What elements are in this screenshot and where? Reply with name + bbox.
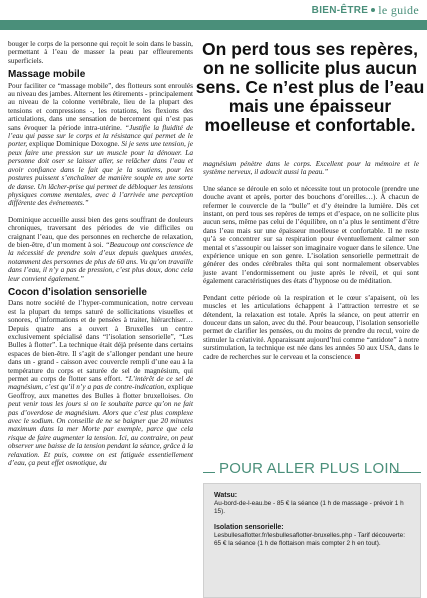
left-column	[8, 40, 193, 471]
text: Dominique accueille aussi bien des gens souffrant de douleurs chroniques, traversant des périodes de vie difficiles ou craignant l’eau, que des personnes en recherche de relaxation, de bien-être, d’un moment à soi.	[8, 214, 193, 249]
guide-label: le guide	[378, 2, 419, 17]
info-box-header	[203, 455, 421, 483]
info-text: Au-bord-de-l-eau.be - 85 € la séance (1 h de massage - prévoir 1 h 15).	[214, 500, 404, 515]
info-block-watsu	[214, 492, 410, 516]
paragraph	[8, 299, 193, 467]
subheading-massage-mobile: Massage mobile	[8, 69, 86, 81]
info-box	[203, 455, 421, 598]
bullet-dot-icon	[371, 8, 375, 12]
pull-quote: On perd tous ses repères, on ne sollicite plus aucun sens. Ce n’est plus de l’eau mais une épaisseur moelleuse et confortable.	[195, 39, 425, 135]
info-label: Watsu:	[214, 492, 238, 499]
text: Pendant cette période où la respiration et le cœur s’apaisent, où les muscles et les articulations échappent à l’attraction terrestre et se détendent, la relaxation est totale. Après la séance, on peut atterrir en douceur dans un salon, avec du thé. Pour beaucoup, l’isolation sensorielle permet de clarifier les pensées, ou du moins de prendre du recul, voire de stimuler la créativité. Apparaissant aujourd’hui comme “antidote” à notre surstimulation, la technique est née dans les années 50 aux USA, dans le cadre de recherches sur le cerveau et la conscience.	[203, 292, 419, 361]
paragraph	[8, 82, 193, 208]
paragraph: Une séance se déroule en solo et nécessite tout un protocole (prendre une douche avant et après, porter des bouchons d’oreilles…). À chacun de refermer le couvercle de la “bulle” et d’y éteindre la lumière. Dès cet instant, on perd tous ses repères de temps et d’espace, on ne sollicite plus aucun sens, même pas celui de l’équilibre, on n’a plus le sentiment d’être dans l’eau mais sur une épaisseur moelleuse et confortable. Il ne reste qu’à se concentrer sur sa respiration pour éventuellement calmer son mental et s’assoupir ou laisser son imaginaire voguer dans le silence. Une expérience unique en son genre. L’isolation sensorielle permettrait de générer des ondes cérébrales thêta qui sont normalement observables juste avant l’endormissement ou juste après le réveil, et qui sont également caractéristiques des états d’hypnose ou de méditation.	[203, 183, 419, 286]
header-rule	[0, 20, 427, 30]
info-text: Lesbullesaflotter.fr/lesbullesaflotter-bruxelles.php - Tarif découverte: 65 € la séance (1 h de flottaison mais compter 2 h en tout).	[214, 532, 405, 547]
quote: “L’intérêt de ce sel de magnésium, c’est qu’il n’y a pas de contre-indication,	[8, 374, 193, 392]
subheading-cocon: Cocon d’isolation sensorielle	[8, 286, 147, 298]
paragraph	[203, 160, 419, 177]
info-label: Isolation sensorielle:	[214, 524, 284, 531]
text: explique Dominique Doxogne.	[27, 139, 122, 149]
text: explique Geoffroy, aux manettes des Bulles à flotter bruxelloises.	[8, 382, 194, 400]
paragraph	[203, 294, 419, 361]
section-header	[312, 2, 419, 18]
right-column	[203, 160, 419, 364]
paragraph	[8, 216, 193, 283]
quote: Si je sens une tension, je peux faire une pression sur un muscle pour la dénouer. La personne doit oser se laisser aller, se relâcher dans l’eau et avoir confiance dans le fait que je la soutiens, pour les postures puissent s’enchaîner de manière souple en une sorte de danse. Un lâcher-prise qui permet de débloquer les tensions physiques comme mentales, avec à l’arrivée une perception différente des événements.”	[8, 139, 193, 208]
quote: magnésium pénètre dans le corps. Excellent pour la mémoire et le système nerveux, il adoucit aussi la peau.”	[203, 159, 419, 177]
end-mark-icon	[355, 354, 360, 359]
info-box-title: POUR ALLER PLUS LOIN	[219, 460, 400, 477]
text: Pour faciliter ce “massage mobile”, des flotteurs sont enroulés au niveau des jambes. Alternent les étirements - principalement au niveau de la colonne vertébrale, lieu de la plupart des tensions et compressions -, les rotations, les flexions des articulations, dans une sensation de bercement qui n’est pas sans évoquer la période intra-utérine.	[8, 80, 193, 132]
text: Dans notre société de l’hyper-communication, notre cerveau est la plupart du temps saturé de sollicitations visuelles et sonores, d’informations et de pensées à traiter, hiérarchiser… Depuis quatre ans a ouvert à Bruxelles un centre exclusivement spécialisé dans “l’isolation sensorielle”, “Les Bulles à flotter”. La technique était déjà présente dans certains espaces de bien-être. Il s’agit de s’allonger pendant une heure dans un - grand - caisson avec couvercle rempli d’une eau à la température du corps et saturée de sel de magnésium, qui permet au corps de flotter sans effort.	[8, 298, 193, 384]
section-label: BIEN-ÊTRE	[311, 4, 369, 16]
quote: On peut venir tous les jours si on le souhaite parce qu’on ne fait pas d’overdose de magnésium. Alors que c’est plus complexe avec le sodium. On conseille de ne se baigner que 20 minutes maximum dans la mer Morte par exemple, parce que cela risque de faire augmenter la tension. Ici, au contraire, on peut observer une baisse de la tension pendant la séance, grâce à la relaxation. Et puis, comme on est fatiguée essentiellement d’eau, ça peut effet osmotique, du	[8, 390, 193, 468]
paragraph: bouger le corps de la personne qui reçoit le soin dans le bassin, permettant à l’eau de masser la peau par effleurements superficiels.	[8, 39, 193, 65]
info-box-body	[203, 483, 421, 598]
quote: “Justifie la fluidité de l’eau qui passe sur le corps et la résistance qui permet de le porter,	[8, 122, 193, 149]
quote: “Beaucoup ont conscience de la nécessité de prendre soin d’eux depuis quelques années, notamment des personnes de plus de 60 ans. Vu qu’on travaille dans l’eau, il n’y a pas de pression, c’est plus doux, donc cela leur convient également.”	[8, 239, 193, 283]
divider	[203, 472, 215, 473]
info-block-isolation	[214, 524, 410, 548]
